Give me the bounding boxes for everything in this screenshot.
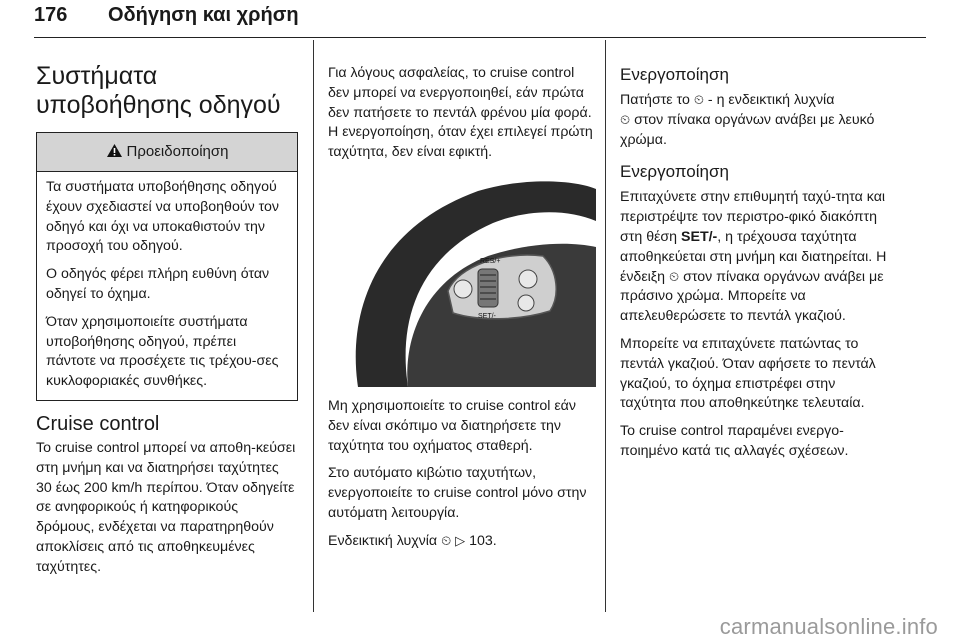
header-rule	[34, 37, 926, 38]
page-reference-icon: ▷	[455, 533, 466, 549]
warning-box	[36, 132, 298, 401]
column-3	[620, 40, 890, 470]
cruise-control-title: Cruise control	[36, 412, 160, 435]
warning-paragraph: Όταν χρησιμοποιείτε συστήματα υποβοήθησης οδηγού, πρέπει πάντοτε να προσέχετε τις τρέχου-σες κυκλοφοριακές συνθήκες.	[46, 313, 279, 390]
warning-body	[37, 172, 297, 400]
warning-paragraph: Τα συστήματα υποβοήθησης οδηγού έχουν σχεδιαστεί να υποβοηθούν τον οδηγό και όχι να υποκαθιστούν την προσοχή του οδηγού.	[46, 179, 280, 255]
warning-header	[37, 133, 297, 172]
activation-paragraph: Πατήστε το ⏲ - η ενδεικτική λυχνία ⏲ στον πίνακα οργάνων ανάβει με λευκό χρώμα.	[620, 92, 875, 148]
cruise-control-icon: ⏲	[669, 269, 680, 285]
gearchange-paragraph: Το cruise control παραμένει ενεργο-ποιημένο κατά τις αλλαγές σχέσεων.	[620, 423, 849, 459]
warning-heading: Προειδοποίηση	[126, 143, 229, 160]
steering-wheel-figure	[328, 171, 596, 387]
warning-triangle-icon	[106, 135, 123, 173]
activation-heading: Ενεργοποίηση	[620, 65, 729, 84]
res-label: RES/+	[480, 257, 501, 265]
page-header	[34, 4, 299, 27]
watermark: carmanualsonline.info	[719, 614, 938, 639]
column-2	[328, 40, 596, 560]
set-label: SET/-	[478, 312, 496, 320]
enabling-paragraph: Επιταχύνετε στην επιθυμητή ταχύ-τητα και περιστρέψτε τον περιστρο-φικό διακόπτη στη θέση SET/-, η τρέχουσα ταχύτητα αποθηκεύεται στη μνήμη και διατηρείται. Η ένδειξη ⏲ στον πίνακα οργάνων ανάβει με πράσινο χρώμα. Μπορείτε να απελευθερώσετε το πεντάλ γκαζιού.	[620, 189, 887, 325]
cruise-intro: Το cruise control μπορεί να αποθη-κεύσει στη μνήμη και να διατηρήσει ταχύτητες 30 έως 200 km/h περίπου. Όταν οδηγείτε σε ανηφορικούς ή κατηφορικούς δρόμους, ενδέχεται να παρατηρηθούν αποκλίσεις από τις αποθηκευμένες ταχύτητες.	[36, 439, 296, 575]
column-divider-1	[313, 40, 314, 612]
enabling-heading: Ενεργοποίηση	[620, 162, 729, 182]
dont-use-paragraph: Μη χρησιμοποιείτε το cruise control εάν δεν είναι σκόπιμο να διατηρήσετε την ταχύτητα του οχήματος σταθερή.	[328, 397, 576, 454]
safety-paragraph: Για λόγους ασφαλείας, το cruise control δεν μπορεί να ενεργοποιηθεί, εάν πρώτα δεν πατήσετε το πεντάλ φρένου μία φορά. Η ενεργοποίηση, όταν έχει επιλεγεί πρώτη ταχύτητα, δεν είναι εφικτή.	[328, 65, 593, 161]
automatic-paragraph: Στο αυτόματο κιβώτιο ταχυτήτων, ενεργοποιείτε το cruise control μόνο στην αυτόματη λειτουργία.	[328, 465, 587, 521]
page-number: 176	[34, 4, 68, 26]
section-title: Συστήματα υποβοήθησης οδηγού	[36, 62, 281, 119]
cruise-control-icon: ⏲	[441, 533, 452, 549]
column-1	[36, 40, 298, 586]
set-label-text: SET/-	[681, 228, 718, 245]
running-title: Οδήγηση και χρήση	[108, 4, 299, 26]
indicator-reference: Ενδεικτική λυχνία ⏲ ▷ 103.	[328, 532, 497, 549]
column-divider-2	[605, 40, 606, 612]
cruise-control-icon: ⏲	[693, 93, 704, 108]
steering-wheel-illustration	[328, 171, 596, 387]
accelerate-paragraph: Μπορείτε να επιταχύνετε πατώντας το πεντάλ γκαζιού. Όταν αφήσετε το πεντάλ γκαζιού, το όχημα επιστρέφει στην ταχύτητα που αποθηκεύτηκε τελευταία.	[620, 335, 876, 412]
cruise-control-icon: ⏲	[620, 112, 631, 128]
warning-paragraph: Ο οδηγός φέρει πλήρη ευθύνη όταν οδηγεί το όχημα.	[46, 266, 270, 302]
